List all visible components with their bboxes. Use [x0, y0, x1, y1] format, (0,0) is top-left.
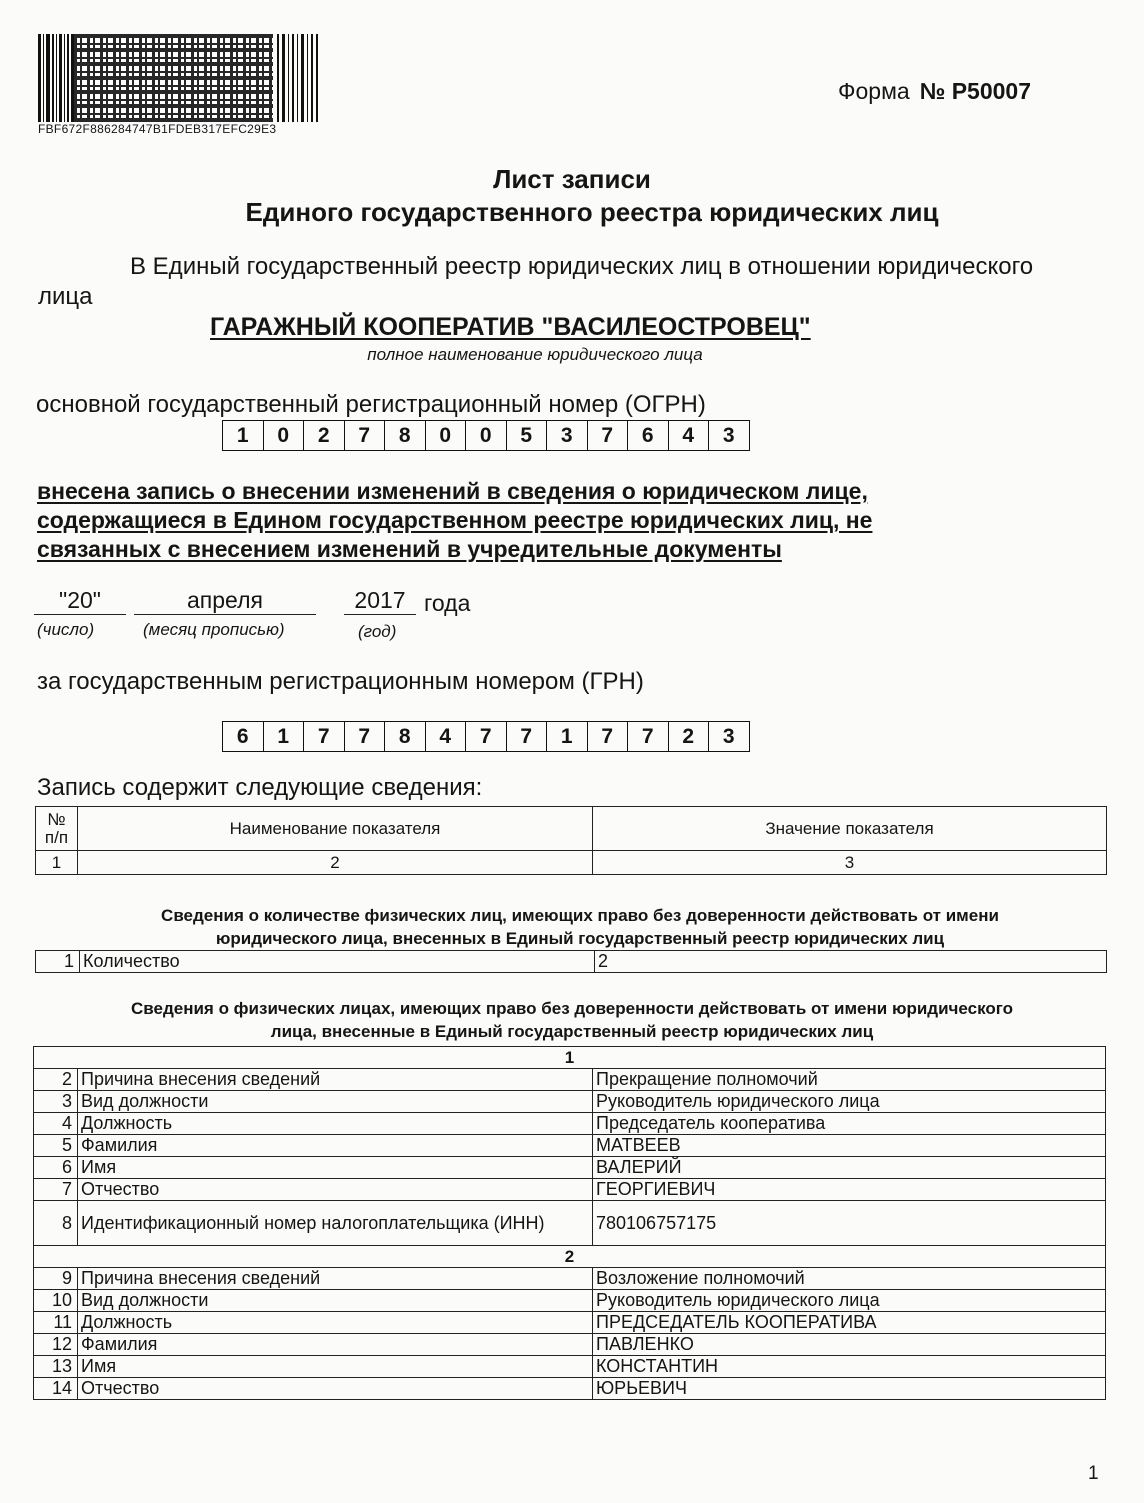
record-header-table [35, 806, 1107, 875]
document-title-line1: Лист записи [493, 164, 651, 194]
section-title-count [8, 905, 1144, 951]
date-year-caption: (год) [358, 622, 397, 641]
row-name: Должность [78, 1312, 593, 1334]
person-group-header: 1 [34, 1047, 1106, 1069]
table-row [34, 1290, 1106, 1312]
ogrn-digit: 3 [722, 424, 735, 447]
ogrn-digit: 8 [385, 421, 426, 450]
row-number: 8 [34, 1201, 78, 1246]
row-value: МАТВЕЕВ [593, 1135, 1106, 1157]
persons-table [33, 1046, 1106, 1400]
row-value: Возложение полномочий [593, 1268, 1106, 1290]
barcode-id: FBF672F886284747B1FDEB317EFC29E3 [38, 122, 277, 136]
row-number: 9 [34, 1268, 78, 1290]
intro-line1: В Единый государственный реестр юридических лиц в отношении юридического [130, 253, 1034, 280]
row-number: 5 [34, 1135, 78, 1157]
section-title-persons-line1: Сведения о физических лицах, имеющих право без доверенности действовать от имени юридического [131, 999, 1013, 1018]
grn-digit: 3 [722, 725, 735, 748]
row-number: 6 [34, 1157, 78, 1179]
date-year: 2017 [344, 587, 416, 615]
grn-digit: 4 [426, 722, 467, 751]
grn-digit: 1 [264, 722, 305, 751]
row-value: Руководитель юридического лица [593, 1091, 1106, 1113]
table-row [34, 1135, 1106, 1157]
section-title-persons-line2: лица, внесенные в Единый государственный реестр юридических лиц [270, 1021, 874, 1041]
row-name: Фамилия [78, 1334, 593, 1356]
row-value: 780106757175 [593, 1201, 1106, 1246]
date-day: "20" [34, 587, 126, 615]
table-row [34, 1356, 1106, 1378]
grn-digit: 7 [304, 722, 345, 751]
page-number: 1 [1088, 1463, 1099, 1484]
col-number-index: 1 [36, 851, 78, 875]
section-title-count-line2: юридического лица, внесенных в Единый государственный реестр юридических лиц [215, 928, 945, 948]
ogrn-digit: 6 [628, 421, 669, 450]
row-number: 1 [36, 951, 80, 973]
row-name: Имя [78, 1356, 593, 1378]
row-number: 10 [34, 1290, 78, 1312]
row-name: Количество [80, 951, 595, 973]
table-row [34, 1179, 1106, 1201]
grn-digit: 7 [588, 722, 629, 751]
date-month: апреля [134, 587, 316, 615]
ogrn-digit: 0 [264, 421, 305, 450]
barcode-image [38, 34, 323, 122]
ogrn-digit: 3 [547, 421, 588, 450]
row-value: ВАЛЕРИЙ [593, 1157, 1106, 1179]
ogrn-digit: 0 [466, 421, 507, 450]
row-value: ЮРЬЕВИЧ [593, 1378, 1106, 1400]
grn-digit: 2 [669, 722, 710, 751]
table-row [34, 1378, 1106, 1400]
row-number: 4 [34, 1113, 78, 1135]
table-row [34, 1312, 1106, 1334]
grn-digit: 8 [385, 722, 426, 751]
entry-text-line1: внесена запись о внесении изменений в сведения о юридическом лице, [37, 478, 868, 504]
form-code: № Р50007 [919, 78, 1032, 104]
ogrn-digit: 7 [588, 421, 629, 450]
date-year-suffix: года [424, 590, 471, 616]
row-name: Имя [78, 1157, 593, 1179]
row-name: Вид должности [78, 1091, 593, 1113]
row-name: Причина внесения сведений [78, 1069, 593, 1091]
row-value: 2 [595, 951, 1107, 973]
row-value: ПРЕДСЕДАТЕЛЬ КООПЕРАТИВА [593, 1312, 1106, 1334]
table-row [34, 1091, 1106, 1113]
ogrn-digit: 1 [223, 421, 264, 450]
table-row [34, 1113, 1106, 1135]
col-number-header: № п/п [36, 807, 78, 851]
col-name-header: Наименование показателя [78, 807, 593, 851]
table-row [34, 1201, 1106, 1246]
table-row [36, 951, 1107, 973]
row-name: Должность [78, 1113, 593, 1135]
barcode-bars-right [277, 34, 323, 122]
row-name: Идентификационный номер налогоплательщика (ИНН) [78, 1201, 593, 1246]
record-intro: Запись содержит следующие сведения: [37, 774, 483, 801]
person-group-header: 2 [34, 1246, 1106, 1268]
grn-digit: 6 [223, 722, 264, 751]
row-name: Причина внесения сведений [78, 1268, 593, 1290]
table-row [34, 1157, 1106, 1179]
ogrn-digit: 2 [304, 421, 345, 450]
row-number: 13 [34, 1356, 78, 1378]
organization-name: ГАРАЖНЫЙ КООПЕРАТИВ "ВАСИЛЕОСТРОВЕЦ" [210, 313, 811, 341]
col-name-index: 2 [78, 851, 593, 875]
row-value: Прекращение полномочий [593, 1069, 1106, 1091]
col-value-header: Значение показателя [593, 807, 1107, 851]
barcode-matrix [74, 34, 273, 122]
col-value-index: 3 [593, 851, 1107, 875]
section-title-persons [0, 998, 1144, 1044]
grn-digit: 7 [466, 722, 507, 751]
grn-digit: 7 [628, 722, 669, 751]
entry-text-line2: содержащиеся в Едином государственном реестре юридических лиц, не [37, 507, 873, 533]
row-value: ГЕОРГИЕВИЧ [593, 1179, 1106, 1201]
grn-label: за государственным регистрационным номером (ГРН) [37, 668, 644, 695]
date-month-caption: (месяц прописью) [143, 620, 285, 639]
row-name: Отчество [78, 1179, 593, 1201]
table-row [34, 1268, 1106, 1290]
date-day-caption: (число) [37, 620, 95, 639]
row-name: Отчество [78, 1378, 593, 1400]
row-value: Руководитель юридического лица [593, 1290, 1106, 1312]
row-number: 11 [34, 1312, 78, 1334]
grn-digit: 1 [547, 722, 588, 751]
ogrn-digit: 0 [426, 421, 467, 450]
table-row [34, 1334, 1106, 1356]
row-number: 2 [34, 1069, 78, 1091]
ogrn-digit: 4 [669, 421, 710, 450]
row-value: Председатель кооператива [593, 1113, 1106, 1135]
grn-digit: 7 [507, 722, 548, 751]
ogrn-digit: 5 [507, 421, 548, 450]
ogrn-digit: 7 [345, 421, 386, 450]
row-value: ПАВЛЕНКО [593, 1334, 1106, 1356]
row-number: 14 [34, 1378, 78, 1400]
row-name: Вид должности [78, 1290, 593, 1312]
table-row [34, 1069, 1106, 1091]
ogrn-digit-boxes [222, 420, 750, 451]
count-table [35, 950, 1107, 973]
form-number [838, 78, 1031, 105]
document-title-line2: Единого государственного реестра юридических лиц [245, 197, 939, 227]
row-name: Фамилия [78, 1135, 593, 1157]
row-number: 12 [34, 1334, 78, 1356]
entry-text-line3: связанных с внесением изменений в учредительные документы [37, 536, 782, 562]
form-label: Форма [838, 78, 910, 104]
grn-digit-boxes [222, 721, 750, 752]
organization-name-caption: полное наименование юридического лица [367, 345, 703, 364]
section-title-count-line1: Сведения о количестве физических лиц, имеющих право без доверенности действовать от имени [161, 906, 999, 925]
intro-line2: лица [38, 283, 93, 310]
grn-digit: 7 [345, 722, 386, 751]
ogrn-label: основной государственный регистрационный номер (ОГРН) [36, 391, 706, 418]
row-value: КОНСТАНТИН [593, 1356, 1106, 1378]
barcode-bars-left [38, 34, 74, 122]
row-number: 3 [34, 1091, 78, 1113]
row-number: 7 [34, 1179, 78, 1201]
